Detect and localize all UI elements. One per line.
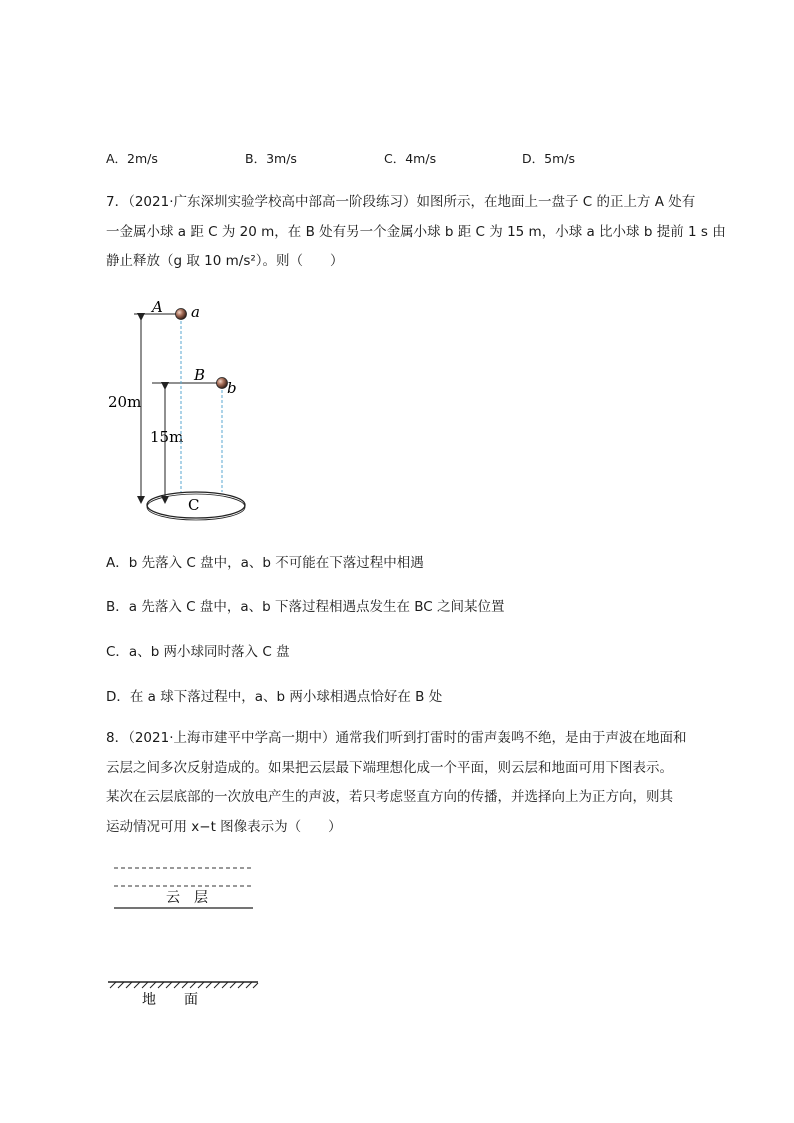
cloud-label: 云 层 [166,890,208,906]
q6-choice-b: B．3m/s [245,151,297,166]
ball-b [217,378,228,389]
label-ball-a: a [191,303,200,321]
q7-option-b: B．a 先落入 C 盘中，a、b 下落过程相遇点发生在 BC 之间某位置 [106,599,505,615]
label-c: C [188,496,200,514]
ball-a [176,309,187,320]
ground-hatching [110,982,258,988]
label-20m: 20m [108,393,142,411]
q7-stem-line-3: 静止释放（g 取 10 m/s²）。则（ ） [106,253,344,269]
q7-stem-line-1: 7．（2021·广东深圳实验学校高中部高一阶段练习）如图所示，在地面上一盘子 C 的正上方 A 处有 [106,194,696,210]
label-point-b: B [194,366,206,384]
label-point-a: A [152,298,163,316]
q8-stem-line-2: 云层之间多次反射造成的。如果把云层最下端理想化成一个平面，则云层和地面可用下图表示。 [106,759,673,776]
q6-choice-c: C．4m/s [384,151,437,166]
label-15m: 15m [150,428,184,446]
q6-choice-a: A．2m/s [106,151,158,166]
q7-stem [106,188,726,277]
q8-stem-line-1: 8．（2021·上海市建平中学高一期中）通常我们听到打雷时的雷声轰鸣不绝，是由于声波在地面和 [106,730,687,746]
q8-stem-line-4: 运动情况可用 x−t 图像表示为（ ） [106,818,342,835]
q8-figure [100,855,270,1015]
label-ball-b: b [227,379,237,397]
q7-option-d: D．在 a 球下落过程中，a、b 两小球相遇点恰好在 B 处 [106,689,443,705]
q7-option-a: A．b 先落入 C 盘中，a、b 不可能在下落过程中相遇 [106,555,424,571]
q8-stem-line-3: 某次在云层底部的一次放电产生的声波，若只考虑竖直方向的传播，并选择向上为正方向，则其 [106,789,673,805]
q7-stem-line-2: 一金属小球 a 距 C 为 20 m，在 B 处有另一个金属小球 b 距 C 为 15 m，小球 a 比小球 b 提前 1 s 由 [106,223,726,240]
q8-stem [106,724,706,842]
ground-label: 地 面 [142,992,198,1008]
q6-choice-d: D．5m/s [522,151,575,166]
q7-figure [100,295,360,535]
q7-option-c: C．a、b 两小球同时落入 C 盘 [106,644,290,660]
